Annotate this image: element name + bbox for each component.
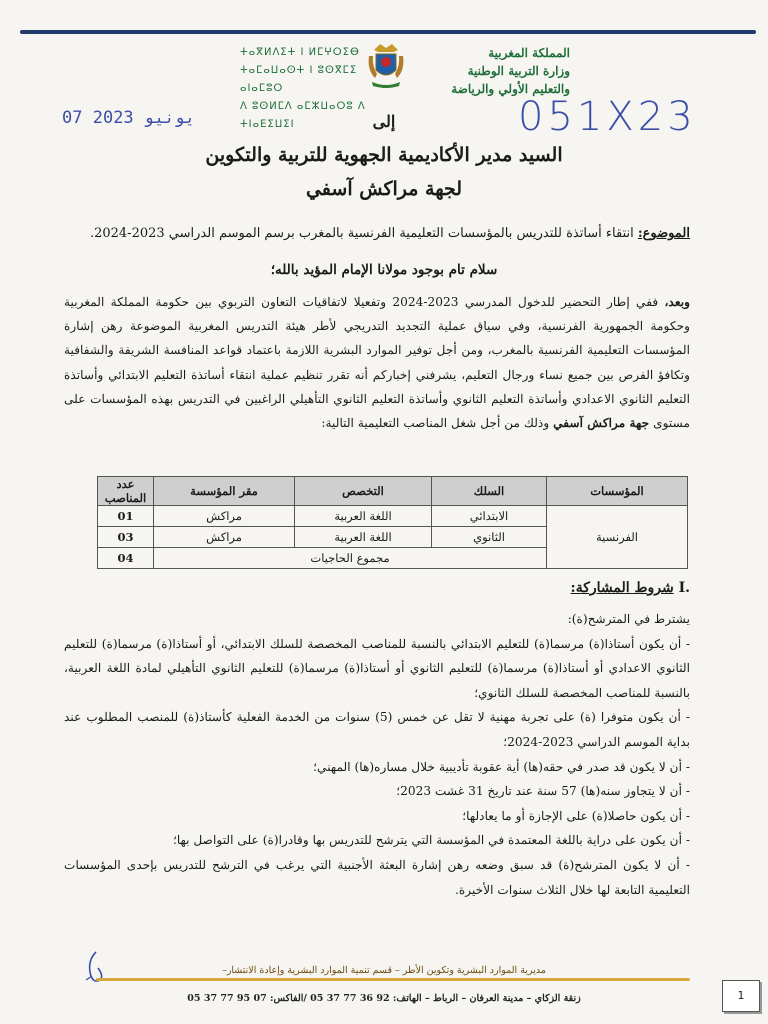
table-row — [98, 506, 688, 527]
greeting: سلام تام بوجود مولانا الإمام المؤيد بالله؛ — [270, 262, 498, 278]
subject-label: الموضوع: — [637, 226, 690, 241]
requirements-intro: يشترط في المترشح(ة): — [567, 612, 690, 626]
col-specialty: التخصص — [295, 477, 432, 506]
date-stamp: 07 يونيو 2023 — [62, 108, 196, 128]
ministry-line-1: المملكة المغربية — [488, 46, 570, 60]
body-region: جهة مراكش آسفي — [553, 416, 650, 431]
body-paragraph — [64, 290, 690, 435]
ministry-line-3: والتعليم الأولي والرياضة — [451, 82, 570, 96]
subject-line — [70, 226, 690, 241]
section-number: .I — [678, 580, 690, 596]
ministry-line-2: وزارة التربية الوطنية — [467, 64, 570, 78]
header-top-rule — [20, 30, 756, 34]
positions-table — [97, 476, 688, 569]
body-text-2: وذلك من أجل شغل المناصب التعليمية التالية: — [321, 416, 554, 431]
requirements-list — [64, 607, 690, 902]
col-level: السلك — [432, 477, 547, 506]
location-cell: مراكش — [154, 527, 295, 548]
location-cell: مراكش — [154, 506, 295, 527]
level-cell: الثانوي — [432, 527, 547, 548]
count-cell: 01 — [98, 506, 154, 527]
body-lead: وبعد، — [664, 295, 690, 309]
col-location: مقر المؤسسة — [154, 477, 295, 506]
specialty-cell: اللغة العربية — [295, 527, 432, 548]
subject-text: انتقاء أساتذة للتدريس بالمؤسسات التعليمية الفرنسية بالمغرب برسم الموسم الدراسي 2023-2024. — [89, 226, 634, 241]
tifinagh-line-1: ⵜⴰⴳⵍⴷⵉⵜ ⵏ ⵍⵎⵖⵔⵉⴱ — [240, 47, 360, 58]
requirement-item: - أن لا يكون المترشح(ة) قد سبق وضعه رهن إشارة البعثة الأجنبية التي يرغب في الترشح للتدريس بإحدى المؤسسات التعليمية التابعة لها خلال الثلاث سنوات الأخيرة. — [64, 857, 690, 897]
section-heading — [571, 580, 690, 596]
requirement-item: - أن يكون أستاذا(ة) مرسما(ة) للتعليم الابتدائي بالنسبة للمناصب المخصصة للسلك الابتدائي، أو أستاذا(ة) مرسما(ة) للتعليم الثانوي الاعدادي أو أستاذا(ة) مرسما(ة) للتعليم الثانوي أو أستاذا(ة) مرسما(ة) للتعليم الثانوي التأهيلي لمادة اللغة العربية، بالنسبة للمناصب المخصصة للسلك الثانوي؛ — [64, 636, 690, 700]
page-number: 1 — [722, 980, 760, 1012]
recipient-line-2: لجهة مراكش آسفي — [305, 178, 463, 200]
count-cell: 03 — [98, 527, 154, 548]
footer-department: مديرية الموارد البشرية وتكوين الأطر – قسم تنمية الموارد البشرية وإعادة الانتشار– — [222, 965, 546, 976]
requirement-item: - أن يكون متوفرا (ة) على تجربة مهنية لا تقل عن خمس (5) سنوات من الخدمة الفعلية كأستاذ(ة) للمنصب المطلوب عند بداية الموسم الدراسي 2023-2024؛ — [64, 710, 690, 749]
level-cell: الابتدائي — [432, 506, 547, 527]
recipient-block — [0, 138, 768, 206]
tifinagh-line-3: ⴷ ⵓⵙⵍⵎⴷ ⴰⵎⵣⵡⴰⵔⵓ ⴷ ⵜⵏⴰⴹⵉⵡⵉⵏ — [240, 101, 366, 130]
total-count-cell: 04 — [98, 548, 154, 569]
col-count: عدد المناصب — [98, 477, 154, 506]
total-label-cell: مجموع الحاجيات — [154, 548, 547, 569]
institution-cell: الفرنسية — [547, 506, 688, 569]
body-text-1: ففي إطار التحضير للدخول المدرسي 2023-2024 وتفعيلا لاتفاقيات التعاون التربوي بين حكومة المملكة المغربية وحكومة الجمهورية الفرنسية، وفي سياق عملية التجديد التدريجي لأطر هيئة التدريس المغربية الموضوعة رهن إشارة المؤسسات التعليمية الفرنسية بالمغرب، ومن أجل توفير الموارد البشرية اللازمة باعتماد قواعد المنافسة الشريفة والشفافية وتكافؤ الفرص بين جميع نساء ورجال التعليم، يشرفني إخباركم أنه تقرر تنظيم عملية انتقاء أساتذة التعليم الابتدائي وأساتذة التعليم الثانوي الاعدادي وأساتذة التعليم الثانوي وأساتذة التعليم الثانوي التأهيلي الراغبين في التدريس بهذه المؤسسات على مستوى — [64, 295, 690, 431]
section-title: شروط المشاركة: — [570, 580, 674, 596]
requirement-item: - أن يكون على دراية باللغة المعتمدة في المؤسسة التي يترشح للتدريس بها وقادرا(ة) على التواصل بها؛ — [172, 833, 690, 848]
requirement-item: - أن يكون حاصلا(ة) على الإجازة أو ما يعادلها؛ — [462, 808, 690, 823]
reference-number-stamp: 051X23 — [518, 94, 697, 140]
recipient-to: إلى — [372, 112, 396, 131]
specialty-cell: اللغة العربية — [295, 506, 432, 527]
recipient-line-1: السيد مدير الأكاديمية الجهوية للتربية والتكوين — [205, 144, 563, 166]
requirement-item: - أن لا يكون قد صدر في حقه(ها) أية عقوبة تأديبية خلال مساره(ها) المهني؛ — [313, 759, 690, 774]
tifinagh-line-2: ⵜⴰⵎⴰⵡⴰⵙⵜ ⵏ ⵓⵙⴳⵎⵉ ⴰⵏⴰⵎⵓⵔ — [240, 65, 358, 94]
col-institutions: المؤسسات — [547, 477, 688, 506]
footer-rule — [96, 978, 690, 981]
table-header-row — [98, 477, 688, 506]
footer-address: زنقة الزكاي – مدينة العرفان – الرباط – الهاتف: 92 36 77 37 05 /الفاكس: 07 95 77 37 05 — [187, 993, 581, 1004]
requirement-item: - أن لا يتجاوز سنه(ها) 57 سنة عند تاريخ 31 غشت 2023؛ — [396, 784, 690, 799]
